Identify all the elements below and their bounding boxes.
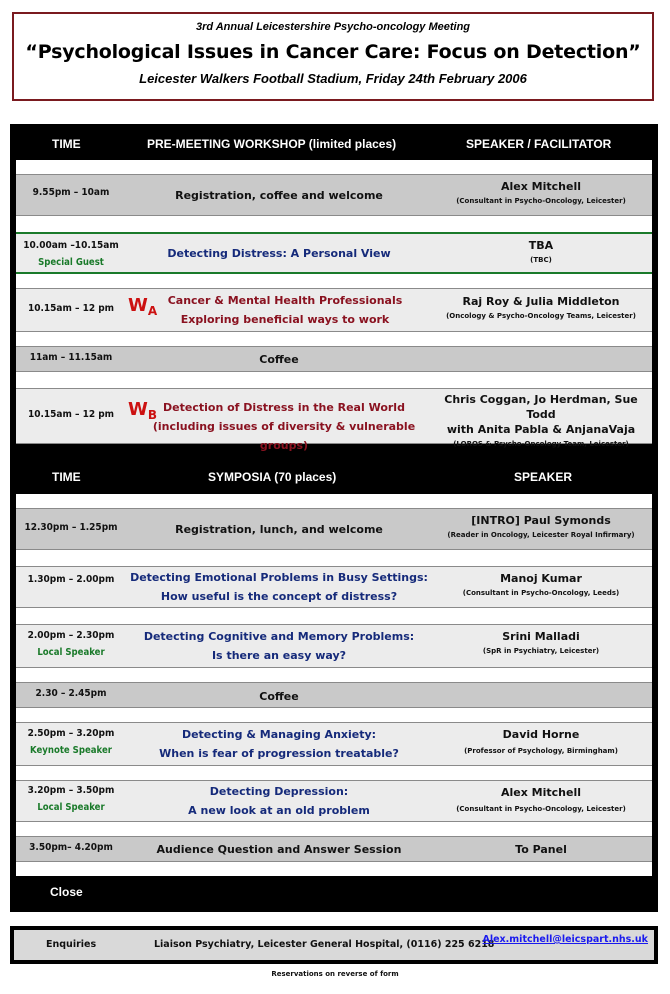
spacer [16,822,652,836]
table-row [16,566,652,608]
speaker-name: Alex Mitchell [501,786,581,799]
table-row [16,288,652,332]
row-speaker [432,785,650,814]
row-title: Registration, lunch, and welcome [175,523,383,536]
col-head-time: TIME [52,137,81,151]
row-speaker [432,727,650,756]
speaker-name: [INTRO] Paul Symonds [471,514,611,527]
enquiries-contact: Liaison Psychiatry, Leicester General Hospital, (0116) 225 6218 [154,939,495,950]
col-head-speaker: SPEAKER [514,470,573,484]
speaker-affiliation: (Professor of Psychology, Birmingham) [464,747,618,755]
row-time [16,728,126,756]
col-head-speaker: SPEAKER / FACILITATOR [466,137,612,151]
speaker-note: Local Speaker [37,647,105,658]
meeting-title: “Psychological Issues in Cancer Care: Focus on Detection” [25,41,641,63]
meeting-edition: 3rd Annual Leicestershire Psycho-oncology Meeting [195,21,471,33]
mark-sub: B [147,408,158,422]
table-row [16,174,652,216]
row-time: 2.30 – 2.45pm [35,688,107,699]
table-row [16,508,652,550]
speaker-affiliation: (Consultant in Psycho-Oncology, Leeds) [462,589,620,597]
table-row [16,232,652,274]
col-head-workshop: PRE-MEETING WORKSHOP (limited places) [147,137,397,151]
title-line-2: (including issues of diversity & vulnerable groups) [152,420,416,452]
table-row [16,780,652,822]
col-head-symposia: SYMPOSIA (70 places) [208,470,337,484]
speaker-affiliation: (LOROS & Psycho-Oncology Team, Leicester) [453,440,629,448]
row-title: Audience Question and Answer Session [156,843,402,856]
col-head-time: TIME [52,470,81,484]
time-text: 10.00am –10.15am [23,240,119,251]
spacer [16,274,652,288]
row-time: 12.30pm – 1.25pm [24,522,118,533]
table-row [16,388,652,452]
row-speaker [432,238,650,265]
row-time: 10.15am – 12 pm [27,303,115,314]
table-row [16,836,652,862]
speaker-name: Manoj Kumar [500,572,582,585]
row-speaker [432,392,650,449]
speaker-affiliation: (Reader in Oncology, Leicester Royal Infirmary) [447,531,635,539]
enquiries-footer [10,926,658,964]
speaker-affiliation: (Oncology & Psycho-Oncology Teams, Leicester) [446,312,636,320]
row-title [126,627,432,665]
speaker-affiliation: (Consultant in Psycho-Oncology, Leicester) [456,197,626,205]
row-time: 11am – 11.15am [29,352,113,363]
spacer [16,332,652,346]
spacer [16,862,652,876]
meeting-header [12,12,654,101]
speaker-name: Raj Roy & Julia Middleton [462,295,620,308]
row-time: 10.15am – 12 pm [27,409,115,420]
enquiries-panel [14,930,654,960]
spacer [16,372,652,388]
spacer [16,766,652,780]
time-text: 3.20pm – 3.50pm [27,785,115,796]
spacer [16,608,652,624]
time-text: 2.00pm – 2.30pm [27,630,115,641]
spacer [16,550,652,566]
row-time: 3.50pm– 4.20pm [29,842,113,853]
table-row [16,722,652,766]
row-title [126,725,432,763]
title-line-2: When is fear of progression treatable? [159,747,399,760]
row-title: Coffee [259,690,299,703]
row-speaker [432,179,650,206]
spacer [16,216,652,232]
programme-table [10,124,658,912]
row-time: 9.55pm – 10am [32,187,110,198]
title-line-2: How useful is the concept of distress? [160,590,398,603]
title-line-2: Exploring beneficial ways to work [180,313,390,326]
row-time: 1.30pm – 2.00pm [27,574,115,585]
spacer [16,708,652,722]
mark-sub: A [147,304,158,318]
mark-letter: W [128,295,148,316]
speaker-note: Local Speaker [37,802,105,813]
row-speaker: To Panel [515,843,567,856]
speaker-name: Srini Malladi [502,630,580,643]
speaker-affiliation: (TBC) [530,256,552,264]
title-line-1: Detecting Depression: [209,785,349,798]
row-time [16,630,126,658]
row-speaker [432,571,650,598]
workshop-a-mark [128,295,157,318]
title-line-1: Cancer & Mental Health Professionals [167,294,403,307]
email-link[interactable]: Alex.mitchell@leicspart.nhs.uk [482,934,648,945]
row-title [126,568,432,606]
title-line-2: Is there an easy way? [211,649,347,662]
speaker-name: Alex Mitchell [501,180,581,193]
title-line-1: Detection of Distress in the Real World [163,401,405,414]
enquiries-label: Enquiries [46,939,97,950]
close-label: Close [50,885,83,899]
table-row [16,346,652,372]
title-line-1: Detecting Emotional Problems in Busy Settings: [130,571,428,584]
speaker-name: TBA [528,239,554,252]
row-speaker [432,629,650,656]
row-time [16,240,126,268]
speaker-name-1: Chris Coggan, Jo Herdman, Sue Todd [444,393,638,421]
row-title [136,398,432,455]
spacer [16,160,652,174]
mark-letter: W [128,399,148,420]
guest-note: Special Guest [38,257,104,268]
speaker-name: David Horne [502,728,580,741]
title-line-1: Detecting Cognitive and Memory Problems: [143,630,415,643]
table-row [16,682,652,708]
row-title: Registration, coffee and welcome [175,189,383,202]
time-text: 2.50pm – 3.20pm [27,728,115,739]
meeting-venue: Leicester Walkers Football Stadium, Friday 24th February 2006 [139,71,527,86]
speaker-affiliation: (Consultant in Psycho-Oncology, Leicester) [456,805,626,813]
row-time [16,785,126,813]
row-title: Detecting Distress: A Personal View [167,247,391,260]
row-speaker [432,513,650,540]
speaker-affiliation: (SpR in Psychiatry, Leicester) [482,647,600,655]
title-line-1: Detecting & Managing Anxiety: [181,728,377,741]
row-title [126,782,432,820]
row-speaker [432,294,650,321]
reservations-note: Reservations on reverse of form [271,970,399,978]
title-line-2: A new look at an old problem [188,804,370,817]
speaker-name-2: with Anita Pabla & AnjanaVaja [446,423,636,436]
row-title: Coffee [259,353,299,366]
speaker-note: Keynote Speaker [30,745,112,756]
spacer [16,668,652,682]
table-row [16,624,652,668]
